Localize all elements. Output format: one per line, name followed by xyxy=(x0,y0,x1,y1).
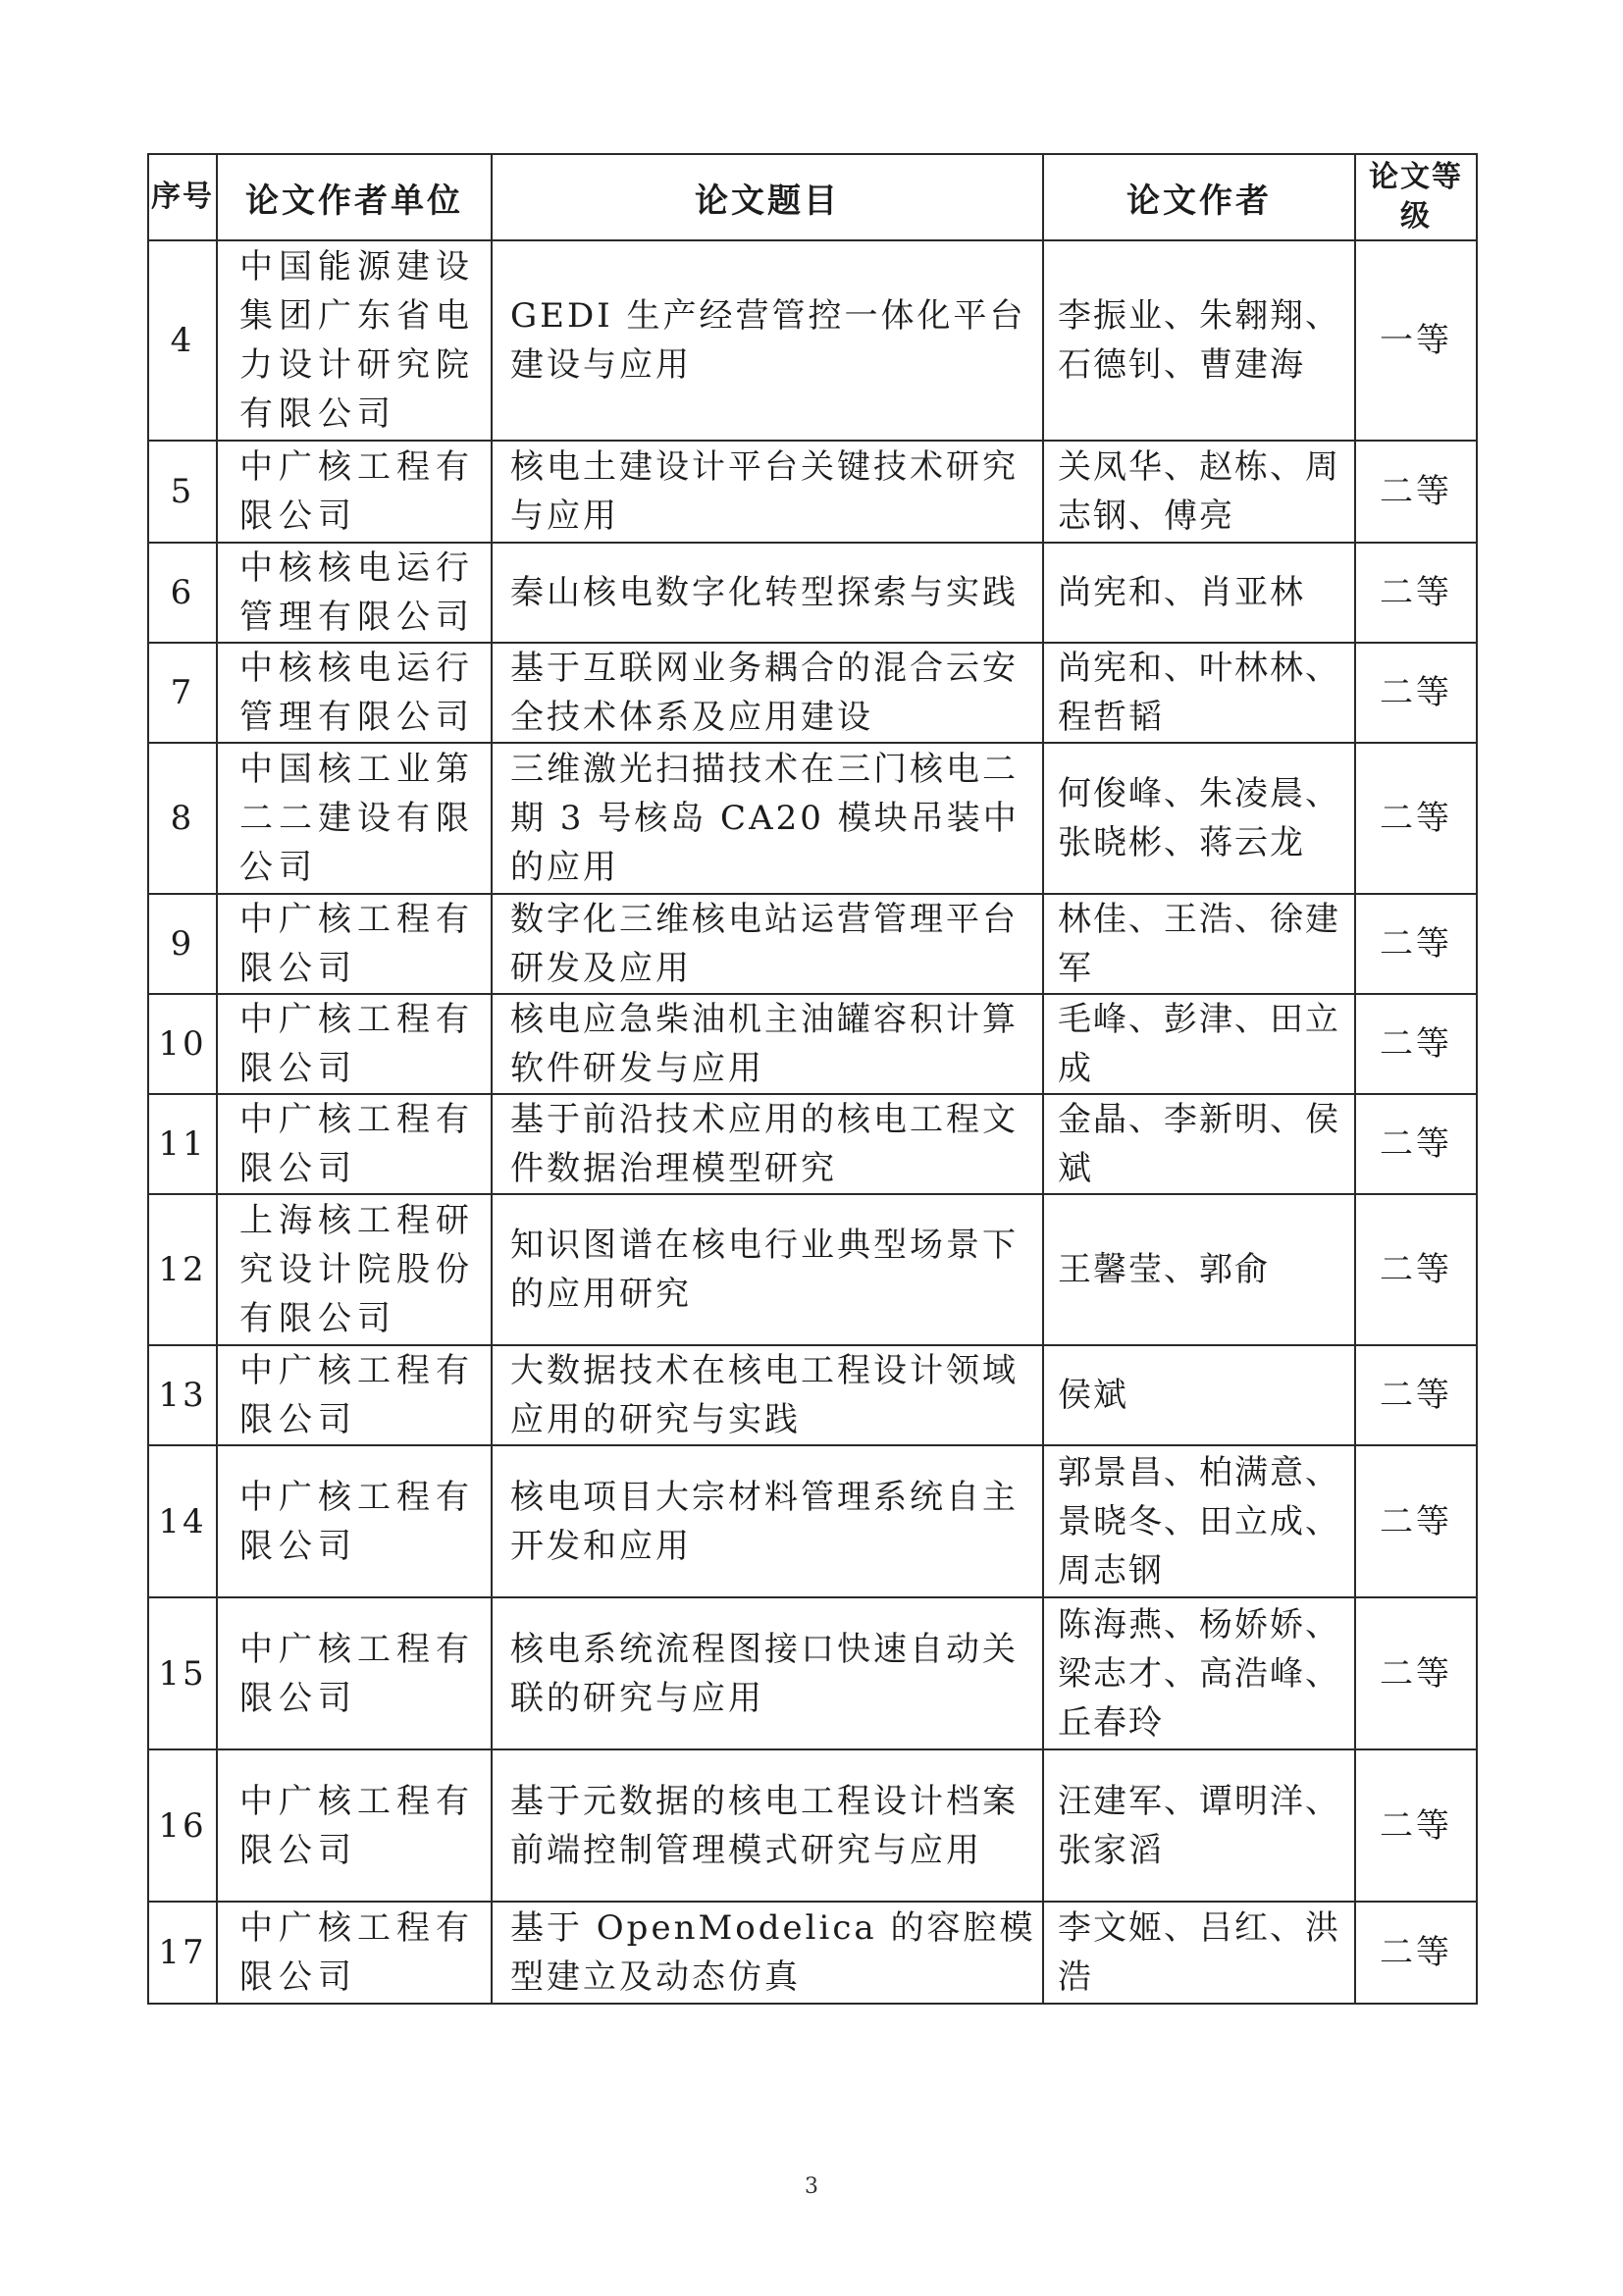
cell-title: 基于 OpenModelica 的容腔模型建立及动态仿真 xyxy=(492,1902,1043,2004)
cell-seq: 11 xyxy=(148,1094,217,1194)
cell-unit: 中广核工程有限公司 xyxy=(217,994,492,1094)
cell-grade: 二等 xyxy=(1355,994,1477,1094)
table-row xyxy=(148,441,1477,543)
cell-unit: 中广核工程有限公司 xyxy=(217,894,492,994)
cell-unit: 中广核工程有限公司 xyxy=(217,1345,492,1445)
cell-authors: 侯斌 xyxy=(1043,1345,1355,1445)
header-grade: 论文等级 xyxy=(1355,154,1477,240)
table-row xyxy=(148,994,1477,1094)
cell-grade: 二等 xyxy=(1355,1597,1477,1749)
cell-grade: 二等 xyxy=(1355,543,1477,643)
header-title: 论文题目 xyxy=(492,154,1043,240)
table-row xyxy=(148,1597,1477,1749)
table-row xyxy=(148,1749,1477,1902)
cell-unit: 中广核工程有限公司 xyxy=(217,1094,492,1194)
cell-title: 基于前沿技术应用的核电工程文件数据治理模型研究 xyxy=(492,1094,1043,1194)
cell-grade: 二等 xyxy=(1355,1345,1477,1445)
cell-authors: 李振业、朱翱翔、石德钊、曹建海 xyxy=(1043,240,1355,441)
cell-seq: 6 xyxy=(148,543,217,643)
paper-award-table xyxy=(147,153,1478,2005)
cell-unit: 中广核工程有限公司 xyxy=(217,1445,492,1597)
cell-grade: 二等 xyxy=(1355,441,1477,543)
cell-title: 大数据技术在核电工程设计领域应用的研究与实践 xyxy=(492,1345,1043,1445)
cell-unit: 中广核工程有限公司 xyxy=(217,1749,492,1902)
cell-title: 知识图谱在核电行业典型场景下的应用研究 xyxy=(492,1194,1043,1345)
cell-seq: 15 xyxy=(148,1597,217,1749)
page-number: 3 xyxy=(805,2174,818,2199)
cell-unit: 中广核工程有限公司 xyxy=(217,441,492,543)
cell-title: GEDI 生产经营管控一体化平台建设与应用 xyxy=(492,240,1043,441)
cell-unit: 中广核工程有限公司 xyxy=(217,1902,492,2004)
cell-seq: 5 xyxy=(148,441,217,543)
table-row xyxy=(148,1902,1477,2004)
table-row xyxy=(148,543,1477,643)
cell-title: 秦山核电数字化转型探索与实践 xyxy=(492,543,1043,643)
table-row xyxy=(148,1194,1477,1345)
table-row xyxy=(148,1445,1477,1597)
cell-authors: 陈海燕、杨娇娇、梁志才、高浩峰、丘春玲 xyxy=(1043,1597,1355,1749)
cell-title: 核电应急柴油机主油罐容积计算软件研发与应用 xyxy=(492,994,1043,1094)
cell-grade: 二等 xyxy=(1355,1445,1477,1597)
cell-seq: 7 xyxy=(148,643,217,743)
cell-seq: 9 xyxy=(148,894,217,994)
cell-title: 基于互联网业务耦合的混合云安全技术体系及应用建设 xyxy=(492,643,1043,743)
cell-title: 数字化三维核电站运营管理平台研发及应用 xyxy=(492,894,1043,994)
cell-title: 核电系统流程图接口快速自动关联的研究与应用 xyxy=(492,1597,1043,1749)
cell-grade: 一等 xyxy=(1355,240,1477,441)
cell-grade: 二等 xyxy=(1355,743,1477,894)
cell-seq: 4 xyxy=(148,240,217,441)
cell-title: 核电土建设计平台关键技术研究与应用 xyxy=(492,441,1043,543)
table-row xyxy=(148,894,1477,994)
cell-authors: 李文姬、吕红、洪浩 xyxy=(1043,1902,1355,2004)
header-seq: 序号 xyxy=(148,154,217,240)
cell-authors: 王馨莹、郭俞 xyxy=(1043,1194,1355,1345)
table-row xyxy=(148,743,1477,894)
cell-seq: 8 xyxy=(148,743,217,894)
table-row xyxy=(148,1345,1477,1445)
cell-seq: 13 xyxy=(148,1345,217,1445)
cell-title: 核电项目大宗材料管理系统自主开发和应用 xyxy=(492,1445,1043,1597)
cell-seq: 10 xyxy=(148,994,217,1094)
cell-unit: 中核核电运行管理有限公司 xyxy=(217,643,492,743)
cell-authors: 尚宪和、肖亚林 xyxy=(1043,543,1355,643)
cell-seq: 16 xyxy=(148,1749,217,1902)
cell-unit: 中广核工程有限公司 xyxy=(217,1597,492,1749)
cell-authors: 何俊峰、朱凌晨、张晓彬、蒋云龙 xyxy=(1043,743,1355,894)
table-row xyxy=(148,643,1477,743)
cell-grade: 二等 xyxy=(1355,894,1477,994)
cell-title: 三维激光扫描技术在三门核电二期 3 号核岛 CA20 模块吊装中的应用 xyxy=(492,743,1043,894)
cell-grade: 二等 xyxy=(1355,1749,1477,1902)
header-authors: 论文作者 xyxy=(1043,154,1355,240)
cell-authors: 关凤华、赵栋、周志钢、傅亮 xyxy=(1043,441,1355,543)
cell-authors: 毛峰、彭津、田立成 xyxy=(1043,994,1355,1094)
cell-authors: 林佳、王浩、徐建军 xyxy=(1043,894,1355,994)
cell-grade: 二等 xyxy=(1355,1194,1477,1345)
cell-grade: 二等 xyxy=(1355,1094,1477,1194)
cell-authors: 金晶、李新明、侯斌 xyxy=(1043,1094,1355,1194)
cell-seq: 17 xyxy=(148,1902,217,2004)
cell-seq: 12 xyxy=(148,1194,217,1345)
header-unit: 论文作者单位 xyxy=(217,154,492,240)
table-row xyxy=(148,240,1477,441)
table-row xyxy=(148,1094,1477,1194)
cell-seq: 14 xyxy=(148,1445,217,1597)
cell-authors: 汪建军、谭明洋、张家滔 xyxy=(1043,1749,1355,1902)
cell-unit: 中国能源建设集团广东省电力设计研究院有限公司 xyxy=(217,240,492,441)
cell-unit: 中核核电运行管理有限公司 xyxy=(217,543,492,643)
cell-grade: 二等 xyxy=(1355,1902,1477,2004)
table-header-row xyxy=(148,154,1477,240)
cell-grade: 二等 xyxy=(1355,643,1477,743)
cell-title: 基于元数据的核电工程设计档案前端控制管理模式研究与应用 xyxy=(492,1749,1043,1902)
cell-unit: 上海核工程研究设计院股份有限公司 xyxy=(217,1194,492,1345)
cell-authors: 尚宪和、叶林林、程哲韬 xyxy=(1043,643,1355,743)
cell-unit: 中国核工业第二二建设有限公司 xyxy=(217,743,492,894)
cell-authors: 郭景昌、柏满意、景晓冬、田立成、周志钢 xyxy=(1043,1445,1355,1597)
